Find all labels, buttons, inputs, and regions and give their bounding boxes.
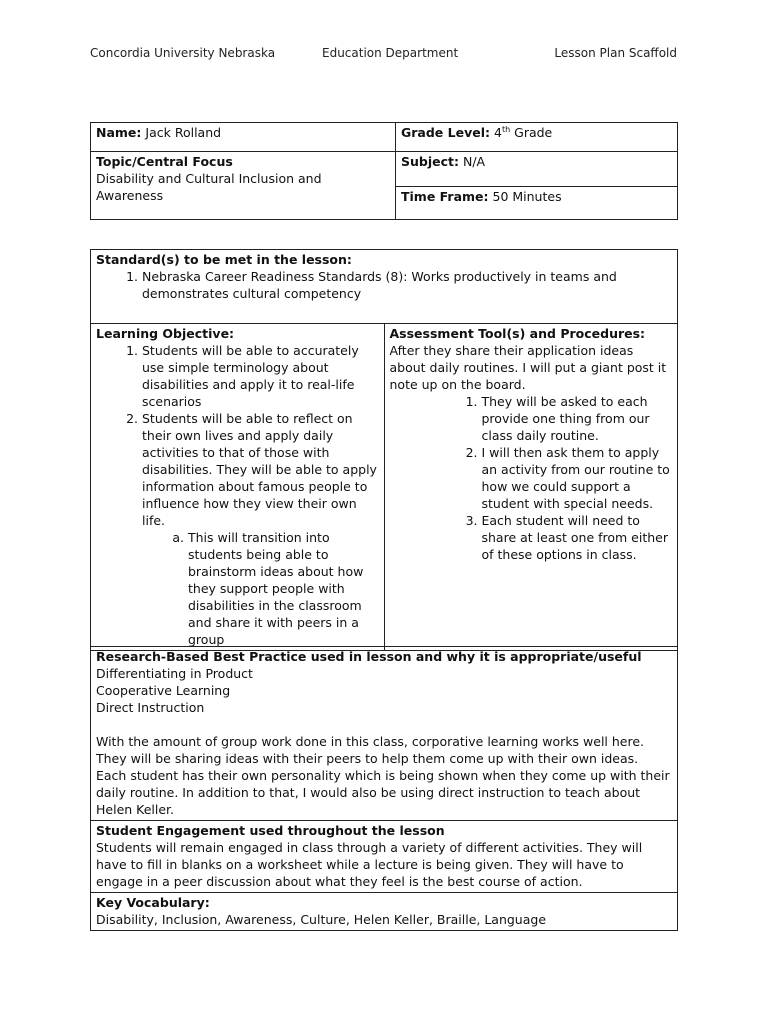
practice-heading: Research-Based Best Practice used in lesson and why it is appropriate/useful <box>96 649 642 664</box>
paragraph-gap <box>96 716 672 733</box>
practice-cell <box>91 647 678 821</box>
objective-subitem: a. This will transition into students being able to brainstorm ideas about how they support people with disabilities in the classroom and share it with peers in a group <box>188 529 379 648</box>
objective-item: 1. Students will be able to accurately use simple terminology about disabilities and apply it to real-life scenarios <box>142 342 379 410</box>
assessment-item: 3. Each student will need to share at least one from either of these options in class. <box>482 512 673 563</box>
vocabulary-cell <box>91 893 678 931</box>
header-university: Concordia University Nebraska <box>90 46 276 60</box>
practice-paragraph: With the amount of group work done in this class, corporative learning works well here. They will be sharing ideas with their peers to help them come up with their own ideas. Each student has their own personality which is being shown when they come up with their daily routine. In addition to that, I would also be using direct instruction to teach about Helen Keller. <box>96 734 670 817</box>
header-department: Education Department <box>322 46 459 60</box>
objective-item <box>142 410 379 648</box>
objective-heading: Learning Objective: <box>96 326 235 341</box>
time-label: Time Frame: <box>401 189 489 204</box>
practice-table <box>90 646 678 931</box>
grade-number: 4 <box>493 125 502 140</box>
practice-line: Differentiating in Product <box>96 666 253 681</box>
objective-list <box>96 342 379 648</box>
name-label: Name: <box>96 125 142 140</box>
standards-list <box>96 268 672 302</box>
standards-table <box>90 249 678 651</box>
standards-item: 1. Nebraska Career Readiness Standards (8): Works productively in teams and demonstrates cultural competency <box>142 268 672 302</box>
vocabulary-heading: Key Vocabulary: <box>96 895 210 910</box>
subject-value: N/A <box>462 154 486 169</box>
topic-label: Topic/Central Focus <box>96 154 233 169</box>
name-value: Jack Rolland <box>145 125 222 140</box>
name-cell <box>91 123 396 152</box>
info-table <box>90 122 678 220</box>
practice-line: Direct Instruction <box>96 700 205 715</box>
standards-cell <box>91 250 678 324</box>
engagement-text: Students will remain engaged in class through a variety of different activities. They will have to fill in blanks on a worksheet while a lecture is being given. They will have to engage in a peer discussion about what they feel is the best course of action. <box>96 840 643 889</box>
header-doc-type: Lesson Plan Scaffold <box>554 46 677 60</box>
grade-cell <box>396 123 678 152</box>
grade-label: Grade Level: <box>401 125 490 140</box>
assessment-list <box>390 393 673 563</box>
objective-item-text: Students will be able to reflect on their own lives and apply daily activities to that of those with disabilities. They will be able to apply information about famous people to influence how they view their own life. <box>142 411 377 528</box>
engagement-cell <box>91 821 678 893</box>
time-cell <box>396 187 678 220</box>
assessment-item: 1. They will be asked to each provide one thing from our class daily routine. <box>482 393 673 444</box>
time-value: 50 Minutes <box>492 189 562 204</box>
assessment-intro: After they share their application ideas about daily routines. I will put a giant post it note up on the board. <box>389 343 667 392</box>
vocabulary-text: Disability, Inclusion, Awareness, Culture, Helen Keller, Braille, Language <box>96 912 547 927</box>
topic-cell <box>91 152 396 220</box>
engagement-heading: Student Engagement used throughout the lesson <box>96 823 445 838</box>
practice-line: Cooperative Learning <box>96 683 231 698</box>
assessment-item: 2. I will then ask them to apply an activity from our routine to how we could support a student with special needs. <box>482 444 673 512</box>
topic-value: Disability and Cultural Inclusion and Awareness <box>96 171 322 203</box>
assessment-heading: Assessment Tool(s) and Procedures: <box>389 326 646 341</box>
subject-label: Subject: <box>401 154 459 169</box>
page-header <box>90 46 677 64</box>
subject-cell <box>396 152 678 187</box>
standards-heading: Standard(s) to be met in the lesson: <box>96 252 352 267</box>
objective-cell <box>91 324 385 651</box>
grade-suffix: th <box>501 124 511 134</box>
objective-sublist <box>142 529 379 648</box>
grade-word: Grade <box>514 125 553 140</box>
assessment-cell <box>384 324 678 651</box>
